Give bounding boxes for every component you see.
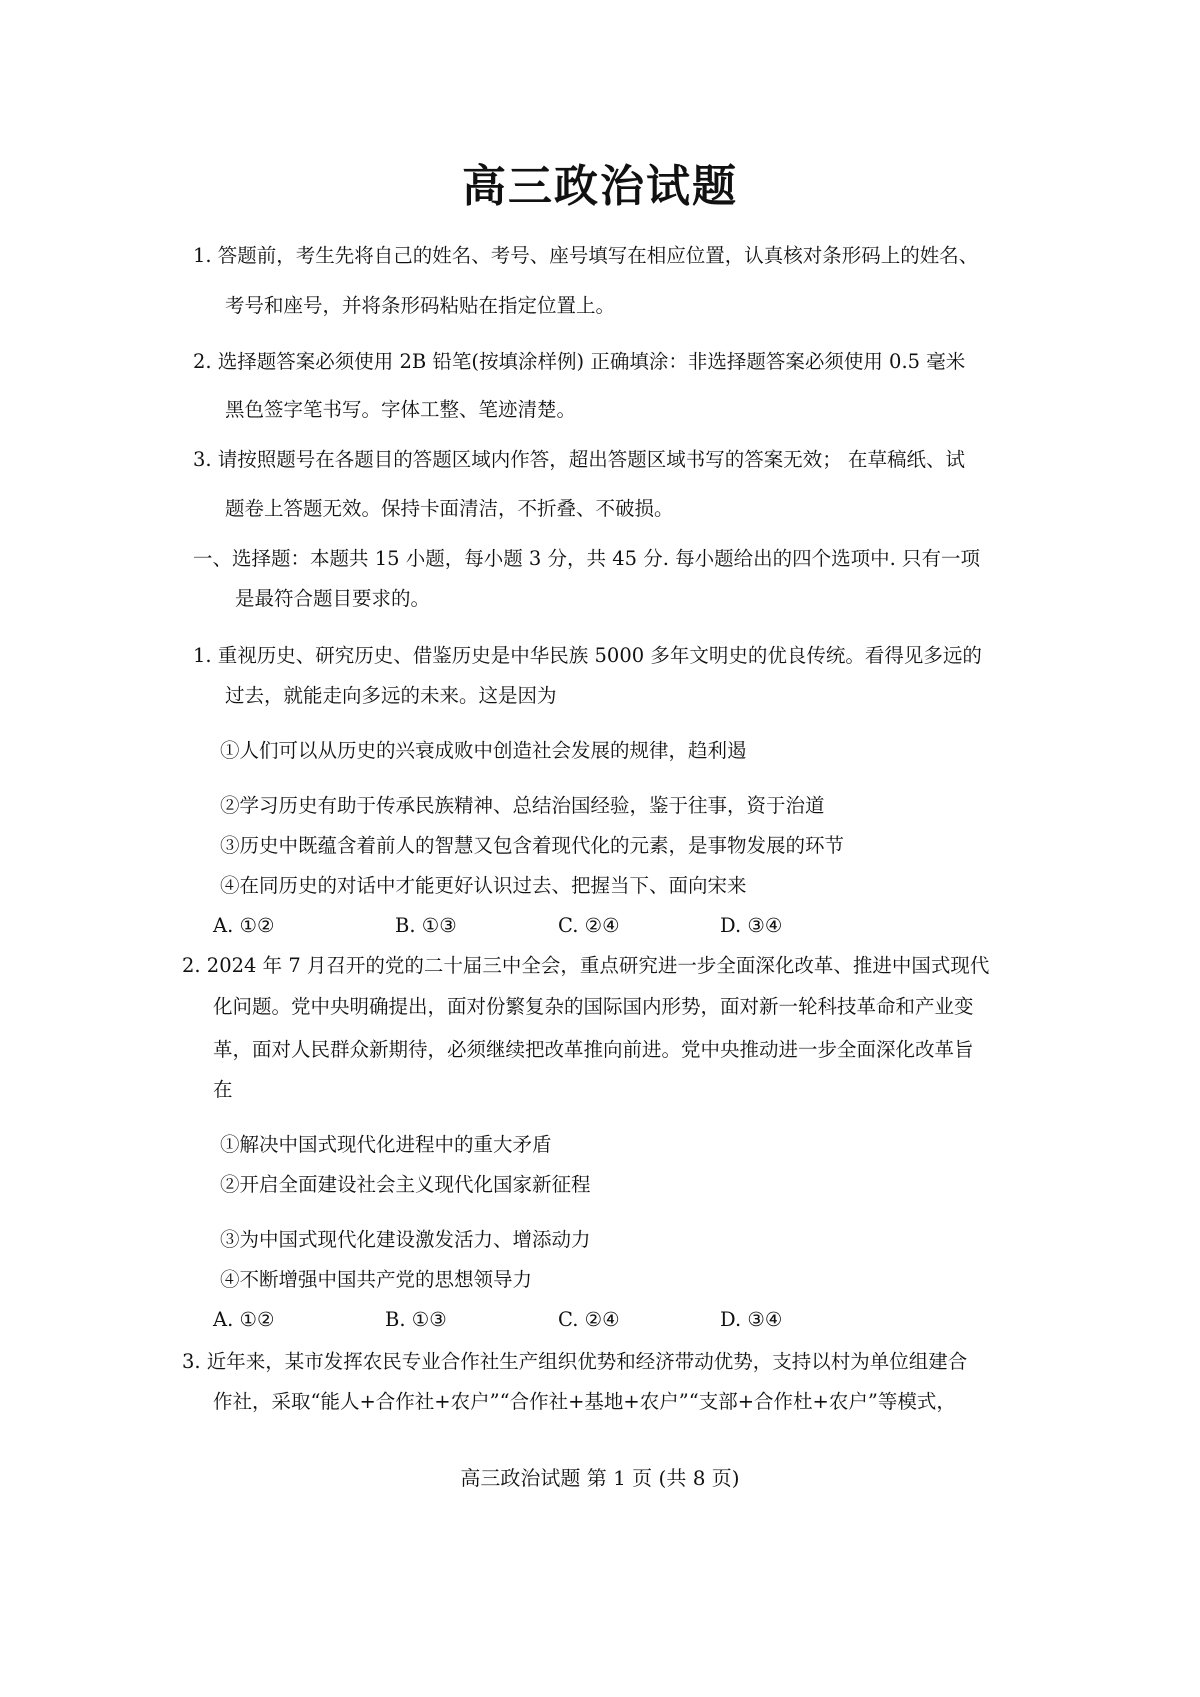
question-1-stem-line2: 过去，就能走向多远的未来。这是因为 (225, 684, 557, 707)
question-1-option-d: D. ③④ (720, 914, 783, 937)
question-1-statement-2: ②学习历史有助于传承民族精神、总结治国经验，鉴于往事，资于治道 (220, 794, 825, 817)
question-2-stem-line1: 2. 2024 年 7 月召开的党的二十届三中全会，重点研究进一步全面深化改革、推进中国式现代 (182, 954, 990, 977)
section-heading-line2: 是最符合题目要求的。 (235, 587, 431, 610)
question-1-option-b: B. ①③ (395, 914, 457, 937)
question-1-option-a: A. ①② (213, 914, 275, 937)
question-1-options (0, 912, 1200, 942)
instruction-2-line2: 黑色签字笔书写。字体工整、笔迹清楚。 (225, 398, 577, 421)
question-3-stem-line1: 3. 近年来，某市发挥农民专业合作社生产组织优势和经济带动优势，支持以村为单位组建合 (182, 1350, 968, 1373)
question-2-option-b: B. ①③ (385, 1308, 447, 1331)
question-2-option-c: C. ②④ (558, 1308, 620, 1331)
question-1-statement-1: ①人们可以从历史的兴衰成败中创造社会发展的规律，趋利遏 (220, 739, 747, 762)
question-1-stem-line1: 1. 重视历史、研究历史、借鉴历史是中华民族 5000 多年文明史的优良传统。看得见多远的 (193, 644, 982, 667)
question-2-statement-2: ②开启全面建设社会主义现代化国家新征程 (220, 1173, 591, 1196)
instruction-1-line1: 1. 答题前，考生先将自己的姓名、考号、座号填写在相应位置，认真核对条形码上的姓名、 (193, 244, 979, 267)
question-2-stem-line3: 革，面对人民群众新期待，必须继续把改革推向前进。党中央推动进一步全面深化改革旨 (213, 1038, 974, 1061)
question-2-option-d: D. ③④ (720, 1308, 783, 1331)
question-1-statement-4: ④在同历史的对话中才能更好认识过去、把握当下、面向宋来 (220, 874, 747, 897)
section-heading-line1: 一、选择题：本题共 15 小题，每小题 3 分，共 45 分. 每小题给出的四个选项中. 只有一项 (193, 547, 981, 570)
question-2-stem-line4: 在 (213, 1078, 233, 1101)
question-2-statement-1: ①解决中国式现代化进程中的重大矛盾 (220, 1133, 552, 1156)
instruction-1-line2: 考号和座号，并将条形码粘贴在指定位置上。 (225, 294, 616, 317)
page-footer: 高三政治试题 第 1 页 (共 8 页) (460, 1466, 740, 1490)
question-1-option-c: C. ②④ (558, 914, 620, 937)
instruction-2-line1: 2. 选择题答案必须使用 2B 铅笔(按填涂样例) 正确填涂：非选择题答案必须使用 0.5 毫米 (193, 350, 966, 373)
question-2-statement-3: ③为中国式现代化建设激发活力、增添动力 (220, 1228, 591, 1251)
question-2-statement-4: ④不断增强中国共产党的思想领导力 (220, 1268, 533, 1291)
question-3-stem-line2: 作社，采取“能人+合作社+农户”“合作社+基地+农户”“支部+合作杜+农户”等模式， (213, 1390, 956, 1413)
page-title: 高三政治试题 (462, 161, 738, 212)
instruction-3-line2: 题卷上答题无效。保持卡面清洁，不折叠、不破损。 (225, 497, 674, 520)
instruction-3-line1: 3. 请按照题号在各题目的答题区域内作答，超出答题区域书写的答案无效； 在草稿纸、试 (193, 448, 966, 471)
question-1-statement-3: ③历史中既蕴含着前人的智慧又包含着现代化的元素，是事物发展的环节 (220, 834, 845, 857)
question-2-options (0, 1306, 1200, 1336)
question-2-stem-line2: 化问题。党中央明确提出，面对份繁复杂的国际国内形势，面对新一轮科技革命和产业变 (213, 995, 974, 1018)
question-2-option-a: A. ①② (213, 1308, 275, 1331)
